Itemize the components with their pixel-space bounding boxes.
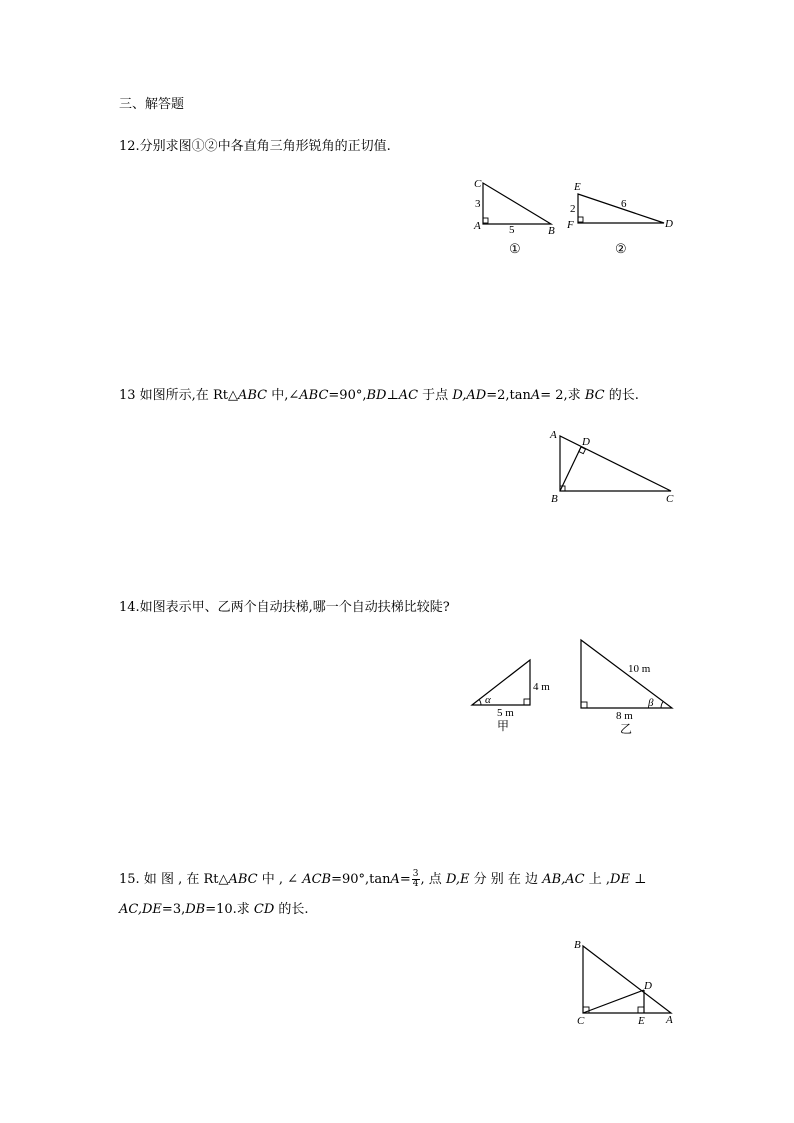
q14-jia-caption: 甲 — [497, 719, 510, 733]
q13-label-d: D — [582, 436, 590, 448]
q15-figure — [568, 935, 680, 1030]
q14-yi-hyp: 10 m — [628, 663, 651, 675]
q13-figure — [545, 422, 680, 507]
question-12-text: 12.分别求图①②中各直角三角形锐角的正切值. — [119, 139, 391, 154]
q12-side-ed: 6 — [621, 198, 627, 210]
q12-figure-1 — [465, 170, 565, 260]
q12-caption-2: ② — [615, 241, 627, 256]
q14-yi-caption: 乙 — [620, 722, 633, 736]
q12-label-a: A — [474, 220, 481, 232]
q12-label-b: B — [548, 225, 555, 237]
q14-figure-yi — [570, 632, 680, 742]
q15-label-d: D — [644, 980, 652, 992]
question-14-text: 14.如图表示甲、乙两个自动扶梯,哪一个自动扶梯比较陡? — [119, 600, 450, 615]
q12-label-c: C — [474, 178, 482, 190]
section-title: 三、解答题 — [119, 97, 185, 112]
question-15-text-line-1: 15. 如 图 , 在 Rt△ABC 中 , ∠ ACB=90°,tanA= $\frac{3}{4}$ , 点 D,E 分 别 在 边 AB,AC 上 ,DE ⊥ — [119, 869, 647, 889]
q13-label-b: B — [551, 493, 558, 505]
q14-figure-jia — [465, 650, 565, 740]
q15-label-c: C — [577, 1015, 585, 1027]
question-15-text-line-2: AC,DE=3,DB=10.求 CD 的长. — [119, 902, 309, 917]
q15-label-e: E — [638, 1015, 645, 1027]
q12-side-ab: 5 — [509, 224, 515, 236]
q12-figure-2 — [565, 175, 685, 260]
q15-label-a: A — [666, 1014, 673, 1026]
q12-label-f: F — [567, 219, 574, 231]
q14-angle-alpha: α — [485, 694, 491, 706]
q13-label-a: A — [550, 429, 557, 441]
q15-label-b: B — [574, 939, 581, 951]
q14-yi-base: 8 m — [616, 710, 633, 722]
q14-jia-height: 4 m — [533, 681, 550, 693]
q14-jia-base: 5 m — [497, 707, 514, 719]
q12-caption-1: ① — [509, 241, 521, 256]
q14-angle-beta: β — [648, 697, 654, 709]
q13-label-c: C — [666, 493, 674, 505]
q12-side-ca: 3 — [475, 198, 481, 210]
q12-label-d: D — [665, 218, 673, 230]
q12-side-ef: 2 — [570, 203, 576, 215]
fraction-three-quarters: $\frac{3}{4}$ — [412, 869, 419, 889]
question-13-text: 13 如图所示,在 Rt△ABC 中,∠ABC=90°,BD⊥AC 于点 D,AD=2,tanA= 2,求 BC 的长. — [119, 388, 639, 403]
q12-label-e: E — [574, 181, 581, 193]
